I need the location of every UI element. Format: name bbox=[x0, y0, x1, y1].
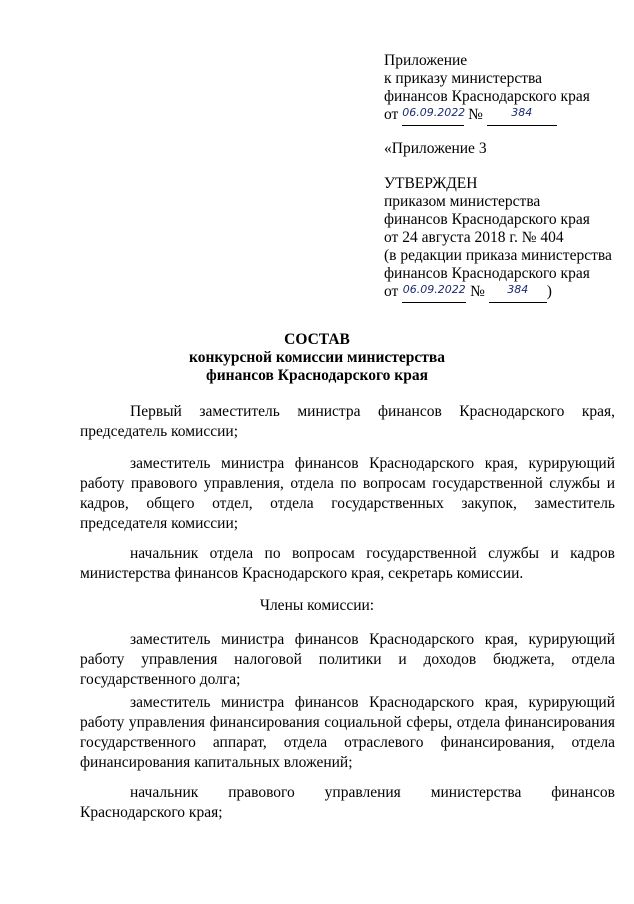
paragraph-deputy-chairman: заместитель министра финансов Краснодарского края, курирующий работу правового управления, отдела по вопросам государственной службы и кадров, общего отдел, отдела государственных закупок, заместитель председателя комиссии; bbox=[80, 455, 615, 532]
appendix-ot-label: от bbox=[384, 106, 399, 123]
document-subtitle-line2: финансов Краснодарского края bbox=[205, 367, 428, 384]
approved-line1: приказом министерства bbox=[384, 193, 541, 210]
appendix-date-handwritten: 06.09.2022 bbox=[402, 106, 464, 126]
approved-prilozh: «Приложение 3 bbox=[384, 140, 487, 157]
paragraph-member-2: заместитель министра финансов Краснодарского края, курирующий работу управления финансирования социальной сферы, отдела финансирования государственного аппарат, отдела отраслевого финансирования, отдела финансирования капитальных вложений; bbox=[80, 694, 615, 771]
approved-number-label: № bbox=[470, 283, 485, 300]
approved-line2: финансов Краснодарского края bbox=[384, 211, 590, 228]
document-subtitle-line1: конкурсной комиссии министерства bbox=[189, 349, 445, 366]
paragraph-member-3: начальник правового управления министерства финансов Краснодарского края; bbox=[80, 784, 615, 821]
approved-utverzhden: УТВЕРЖДЕН bbox=[384, 175, 478, 192]
appendix-line1: Приложение bbox=[384, 52, 468, 69]
document-title: СОСТАВ bbox=[284, 331, 350, 348]
approved-number-handwritten: 384 bbox=[489, 283, 547, 303]
approved-line5: финансов Краснодарского края bbox=[384, 265, 590, 282]
paragraph-chairman: Первый заместитель министра финансов Краснодарского края, председатель комиссии; bbox=[80, 403, 615, 440]
approved-ot-label: от bbox=[384, 283, 399, 300]
appendix-number-label: № bbox=[468, 106, 483, 123]
appendix-number-handwritten: 384 bbox=[487, 106, 557, 126]
appendix-line3: финансов Краснодарского края bbox=[384, 88, 590, 105]
approved-line4: (в редакции приказа министерства bbox=[384, 247, 612, 264]
approved-line3: от 24 августа 2018 г. № 404 bbox=[384, 229, 564, 246]
approved-close-paren: ) bbox=[546, 283, 552, 300]
paragraph-secretary: начальник отдела по вопросам государственной службы и кадров министерства финансов Краснодарского края, секретарь комиссии. bbox=[80, 545, 615, 582]
paragraph-member-1: заместитель министра финансов Краснодарского края, курирующий работу управления налоговой политики и доходов бюджета, отдела государственного долга; bbox=[80, 631, 615, 688]
members-heading: Члены комиссии: bbox=[259, 597, 375, 614]
appendix-date-line bbox=[384, 106, 557, 126]
approved-date-line bbox=[384, 283, 552, 303]
appendix-line2: к приказу министерства bbox=[384, 70, 542, 87]
approved-date-handwritten: 06.09.2022 bbox=[402, 283, 466, 303]
